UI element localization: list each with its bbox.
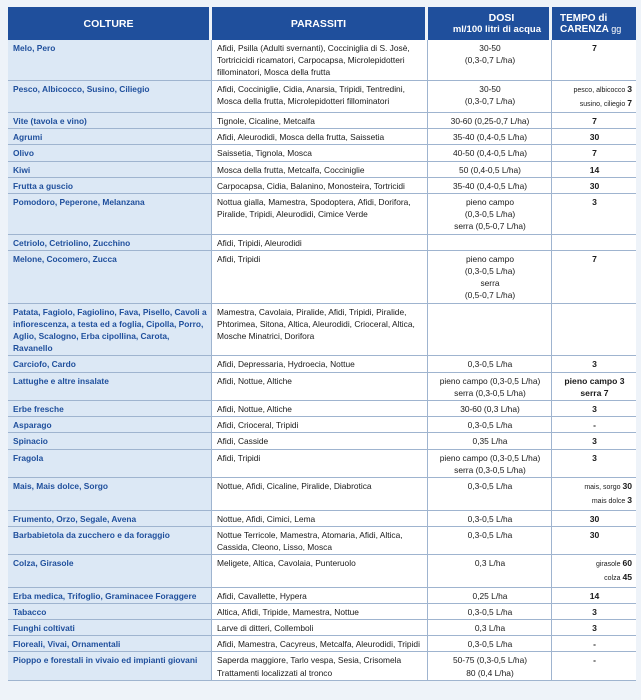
- dose-line: serra (0,3-0,5 L/ha): [454, 387, 526, 398]
- pests-cell: Afidi, Mamestra, Cacyreus, Metcalfa, Aleurodidi, Tripidi: [212, 636, 428, 652]
- tempo-line: 30: [589, 529, 600, 540]
- tempo-cell: [552, 81, 636, 113]
- tempo-line: 3: [592, 606, 597, 617]
- tempo-note-label: mais dolce: [591, 498, 628, 506]
- tempo-line: 3: [592, 436, 597, 447]
- dose-cell: [428, 81, 552, 113]
- dose-line: (0,3-0,7 L/ha): [464, 55, 516, 66]
- table-row: [8, 401, 636, 417]
- dose-line: 0,35 L/ha: [472, 436, 508, 447]
- dose-line: 0,3-0,5 L/ha: [467, 513, 513, 524]
- pests-cell: Afidi, Depressaria, Hydroecia, Nottue: [212, 356, 428, 372]
- dose-cell: [428, 194, 552, 235]
- crop-cell: Melone, Cocomero, Zucca: [8, 251, 212, 304]
- crop-cell: Asparago: [8, 417, 212, 433]
- crop-cell: Lattughe e altre insalate: [8, 373, 212, 401]
- dose-cell: [428, 162, 552, 178]
- dose-line: pieno campo (0,3-0,5 L/ha): [439, 375, 541, 386]
- dosage-table: [8, 7, 636, 681]
- tempo-line: serra 7: [580, 387, 609, 398]
- tempo-note-label: colza: [604, 575, 623, 583]
- pests-cell: Mosca della frutta, Metcalfa, Cocciniglie: [212, 162, 428, 178]
- table-row: [8, 511, 636, 527]
- dose-cell: [428, 588, 552, 604]
- table-row: [8, 652, 636, 680]
- tempo-cell: [552, 652, 636, 680]
- table-row: [8, 373, 636, 401]
- pests-cell: Afidi, Tripidi, Aleurodidi: [212, 235, 428, 251]
- dose-cell: [428, 433, 552, 449]
- tempo-note-label: susino, ciliegio: [579, 100, 628, 108]
- crop-cell: Vite (tavola e vino): [8, 113, 212, 129]
- dose-line: serra: [480, 278, 500, 289]
- header-dosi-unit: ml/100 litri di acqua: [452, 23, 541, 35]
- pests-cell: Afidi, Casside: [212, 433, 428, 449]
- crop-cell: Patata, Fagiolo, Fagiolino, Fava, Pisello, Cavoli a infiorescenza, a testa ed a foglia, Cipolla, Porro, Aglio, Scalogno, Erba cipollina, Carota, Ravanello: [8, 304, 212, 357]
- tempo-cell: [552, 129, 636, 145]
- tempo-note-label: pesco, albicocco: [573, 86, 628, 94]
- pests-cell: Carpocapsa, Cidia, Balanino, Monosteira, Tortricidi: [212, 178, 428, 194]
- crop-cell: Pesco, Albicocco, Susino, Ciliegio: [8, 81, 212, 113]
- table-row: [8, 145, 636, 161]
- pests-cell: Meligete, Altica, Cavolaia, Punteruolo: [212, 555, 428, 587]
- pests-cell: Saissetia, Tignola, Mosca: [212, 145, 428, 161]
- tempo-note-value: 45: [622, 572, 632, 583]
- header-colture: COLTURE: [8, 7, 212, 40]
- tempo-line: 3: [592, 404, 597, 415]
- tempo-cell: [552, 511, 636, 527]
- table-row: [8, 636, 636, 652]
- crop-cell: Agrumi: [8, 129, 212, 145]
- pests-cell: Nottue, Afidi, Cicaline, Piralide, Diabrotica: [212, 478, 428, 510]
- tempo-cell: [552, 620, 636, 636]
- tempo-line: -: [593, 639, 596, 650]
- dose-line: 40-50 (0,4-0,5 L/ha): [452, 148, 528, 159]
- dose-cell: [428, 129, 552, 145]
- dose-cell: [428, 620, 552, 636]
- tempo-line: 30: [589, 180, 600, 191]
- dose-line: 0,3-0,5 L/ha: [467, 359, 513, 370]
- dose-line: 0,3-0,5 L/ha: [467, 606, 513, 617]
- dose-cell: [428, 652, 552, 680]
- crop-cell: Mais, Mais dolce, Sorgo: [8, 478, 212, 510]
- tempo-cell: [552, 417, 636, 433]
- tempo-cell: [552, 401, 636, 417]
- crop-cell: Erba medica, Trifoglio, Graminacee Foraggere: [8, 588, 212, 604]
- dose-line: 30-60 (0,3 L/ha): [460, 404, 520, 415]
- table-row: [8, 235, 636, 251]
- tempo-cell: [552, 356, 636, 372]
- dose-cell: [428, 373, 552, 401]
- header-tempo-line2: CARENZA: [560, 23, 609, 35]
- dose-cell: [428, 251, 552, 304]
- crop-cell: Erbe fresche: [8, 401, 212, 417]
- pests-cell: Afidi, Psilla (Adulti svernanti), Cocciniglia di S. Josè, Tortricicidi ricamatori, Carpocapsa, Microlepidotteri fillominatori, Mosca della frutta: [212, 40, 428, 81]
- tempo-line: 14: [589, 590, 600, 601]
- table-row: [8, 178, 636, 194]
- table-row: [8, 40, 636, 81]
- tempo-note-line: [557, 494, 632, 508]
- pests-cell: Tignole, Cicaline, Metcalfa: [212, 113, 428, 129]
- table-row: [8, 113, 636, 129]
- dose-cell: [428, 511, 552, 527]
- tempo-line: 3: [592, 452, 597, 463]
- tempo-cell: [552, 235, 636, 251]
- crop-cell: Pomodoro, Peperone, Melanzana: [8, 194, 212, 235]
- dose-line: 35-40 (0,4-0,5 L/ha): [452, 180, 528, 191]
- crop-cell: Colza, Girasole: [8, 555, 212, 587]
- tempo-note-value: 30: [622, 481, 632, 492]
- tempo-cell: [552, 373, 636, 401]
- crop-cell: Barbabietola da zucchero e da foraggio: [8, 527, 212, 555]
- dose-line: pieno campo (0,3-0,5 L/ha): [439, 452, 541, 463]
- tempo-note-line: [557, 83, 632, 97]
- tempo-line: 3: [592, 359, 597, 370]
- dose-cell: [428, 555, 552, 587]
- tempo-cell: [552, 145, 636, 161]
- dose-line: 0,3-0,5 L/ha: [467, 420, 513, 431]
- dose-line: 35-40 (0,4-0,5 L/ha): [452, 132, 528, 143]
- tempo-cell: [552, 251, 636, 304]
- dose-line: 50-75 (0,3-0,5 L/ha): [452, 655, 528, 666]
- crop-cell: Tabacco: [8, 604, 212, 620]
- table-row: [8, 478, 636, 510]
- pests-cell: Altica, Afidi, Tripide, Mamestra, Nottue: [212, 604, 428, 620]
- dose-line: (0,3-0,5 L/ha): [464, 266, 516, 277]
- pests-cell: Afidi, Nottue, Altiche: [212, 401, 428, 417]
- dose-line: (0,5-0,7 L/ha): [464, 290, 516, 301]
- crop-cell: Spinacio: [8, 433, 212, 449]
- dose-line: 0,3 L/ha: [474, 558, 506, 569]
- dose-cell: [428, 178, 552, 194]
- table-body: [8, 40, 636, 681]
- tempo-line: -: [593, 420, 596, 431]
- tempo-line: 3: [592, 197, 597, 208]
- dose-cell: [428, 235, 552, 251]
- dose-line: serra (0,3-0,5 L/ha): [454, 464, 526, 475]
- tempo-line: 7: [592, 253, 597, 264]
- tempo-note-line: [557, 480, 632, 494]
- pests-cell: Afidi, Cocciniglie, Cidia, Anarsia, Tripidi, Tentredini, Mosca della frutta, Microlepidotteri fillominatori: [212, 81, 428, 113]
- pests-cell: Afidi, Aleurodidi, Mosca della frutta, Saissetia: [212, 129, 428, 145]
- header-tempo: [552, 7, 636, 40]
- tempo-note-label: mais, sorgo: [584, 484, 623, 492]
- crop-cell: Frumento, Orzo, Segale, Avena: [8, 511, 212, 527]
- dose-cell: [428, 356, 552, 372]
- tempo-line: 3: [592, 622, 597, 633]
- pests-cell: Afidi, Crioceral, Tripidi: [212, 417, 428, 433]
- dose-cell: [428, 304, 552, 357]
- crop-cell: Pioppo e forestali in vivaio ed impianti giovani: [8, 652, 212, 680]
- dose-line: 50 (0,4-0,5 L/ha): [459, 164, 521, 175]
- tempo-cell: [552, 450, 636, 478]
- tempo-note-line: [557, 557, 632, 571]
- header-dosi: [428, 7, 552, 40]
- crop-cell: Cetriolo, Cetriolino, Zucchino: [8, 235, 212, 251]
- dose-cell: [428, 604, 552, 620]
- pests-cell: Mamestra, Cavolaia, Piralide, Afidi, Tripidi, Piralide, Phtorimea, Sitona, Altica, Aleurodidi, Crioceral, Altica, Mosche Minatrici, Dorifora: [212, 304, 428, 357]
- pests-cell: Larve di ditteri, Collemboli: [212, 620, 428, 636]
- table-row: [8, 251, 636, 304]
- table-row: [8, 450, 636, 478]
- crop-cell: Frutta a guscio: [8, 178, 212, 194]
- dose-line: 0,3-0,5 L/ha: [467, 481, 513, 492]
- tempo-cell: [552, 162, 636, 178]
- dose-line: 0,3-0,5 L/ha: [467, 639, 513, 650]
- tempo-note-line: [557, 571, 632, 585]
- tempo-note-label: girasole: [595, 561, 623, 569]
- tempo-line: 14: [589, 164, 600, 175]
- table-row: [8, 604, 636, 620]
- dose-cell: [428, 417, 552, 433]
- crop-cell: Floreali, Vivai, Ornamentali: [8, 636, 212, 652]
- tempo-cell: [552, 588, 636, 604]
- dose-cell: [428, 145, 552, 161]
- pests-cell: Nottue Terricole, Mamestra, Atomaria, Afidi, Altica, Cassida, Cleono, Lisso, Mosca: [212, 527, 428, 555]
- tempo-line: 7: [592, 43, 597, 53]
- dose-line: 80 (0,4 L/ha): [466, 667, 514, 678]
- pests-cell: [212, 652, 428, 680]
- table-row: [8, 588, 636, 604]
- dose-line: serra (0,5-0,7 L/ha): [454, 221, 526, 232]
- tempo-note-value: 60: [622, 558, 632, 569]
- tempo-cell: [552, 527, 636, 555]
- tempo-note-value: 7: [627, 97, 632, 108]
- tempo-note-line: [557, 97, 632, 111]
- table-row: [8, 527, 636, 555]
- tempo-cell: [552, 555, 636, 587]
- dose-line: (0,3-0,5 L/ha): [464, 209, 516, 220]
- table-row: [8, 620, 636, 636]
- table-row: [8, 555, 636, 587]
- crop-cell: Kiwi: [8, 162, 212, 178]
- tempo-note-value: 3: [627, 495, 632, 506]
- dose-cell: [428, 450, 552, 478]
- pests-line: Saperda maggiore, Tarlo vespa, Sesia, Crisomela: [217, 655, 402, 666]
- table-row: [8, 129, 636, 145]
- dose-cell: [428, 527, 552, 555]
- header-dosi-title: DOSI: [488, 11, 515, 24]
- crop-cell: Melo, Pero: [8, 40, 212, 81]
- pests-cell: Afidi, Nottue, Altiche: [212, 373, 428, 401]
- tempo-cell: [552, 478, 636, 510]
- crop-cell: Funghi coltivati: [8, 620, 212, 636]
- tempo-cell: [552, 113, 636, 129]
- crop-cell: Fragola: [8, 450, 212, 478]
- table-row: [8, 304, 636, 357]
- pests-line: Trattamenti localizzati al tronco: [217, 667, 333, 678]
- table-row: [8, 433, 636, 449]
- dose-line: 0,3 L/ha: [474, 622, 506, 633]
- dose-cell: [428, 40, 552, 81]
- crop-cell: Carciofo, Cardo: [8, 356, 212, 372]
- table-row: [8, 417, 636, 433]
- tempo-cell: [552, 178, 636, 194]
- tempo-line: -: [593, 655, 596, 666]
- tempo-line: pieno campo 3: [564, 375, 625, 386]
- tempo-line: 7: [592, 148, 597, 159]
- header-tempo-unit: gg: [611, 23, 622, 34]
- tempo-cell: [552, 636, 636, 652]
- pests-cell: Afidi, Cavallette, Hypera: [212, 588, 428, 604]
- dose-cell: [428, 636, 552, 652]
- table-row: [8, 81, 636, 113]
- pests-cell: Afidi, Tripidi: [212, 450, 428, 478]
- tempo-cell: [552, 194, 636, 235]
- header-tempo-line1: TEMPO di: [560, 12, 608, 24]
- table-header-row: [8, 7, 636, 40]
- dose-cell: [428, 113, 552, 129]
- dose-line: 30-50: [479, 83, 501, 94]
- tempo-cell: [552, 604, 636, 620]
- tempo-note-value: 3: [627, 83, 632, 94]
- dose-line: 30-50: [479, 43, 501, 53]
- pests-cell: Nottue, Afidi, Cimici, Lema: [212, 511, 428, 527]
- tempo-line: 30: [589, 513, 600, 524]
- dose-cell: [428, 401, 552, 417]
- tempo-cell: [552, 304, 636, 357]
- pests-cell: Afidi, Tripidi: [212, 251, 428, 304]
- tempo-line: 7: [592, 116, 597, 127]
- header-parassiti: PARASSITI: [212, 7, 428, 40]
- tempo-cell: [552, 40, 636, 81]
- crop-cell: Olivo: [8, 145, 212, 161]
- table-row: [8, 194, 636, 235]
- table-row: [8, 356, 636, 372]
- dose-cell: [428, 478, 552, 510]
- dose-line: pieno campo: [466, 253, 514, 264]
- dose-line: pieno campo: [466, 197, 514, 208]
- tempo-line: 30: [589, 132, 600, 143]
- tempo-cell: [552, 433, 636, 449]
- dose-line: (0,3-0,7 L/ha): [464, 95, 516, 106]
- pests-cell: Nottua gialla, Mamestra, Spodoptera, Afidi, Dorifora, Piralide, Tripidi, Aleurodidi, Cimice Verde: [212, 194, 428, 235]
- table-row: [8, 162, 636, 178]
- dose-line: 0,3-0,5 L/ha: [467, 529, 513, 540]
- dose-line: 0,25 L/ha: [472, 590, 508, 601]
- dose-line: 30-60 (0,25-0,7 L/ha): [450, 116, 530, 127]
